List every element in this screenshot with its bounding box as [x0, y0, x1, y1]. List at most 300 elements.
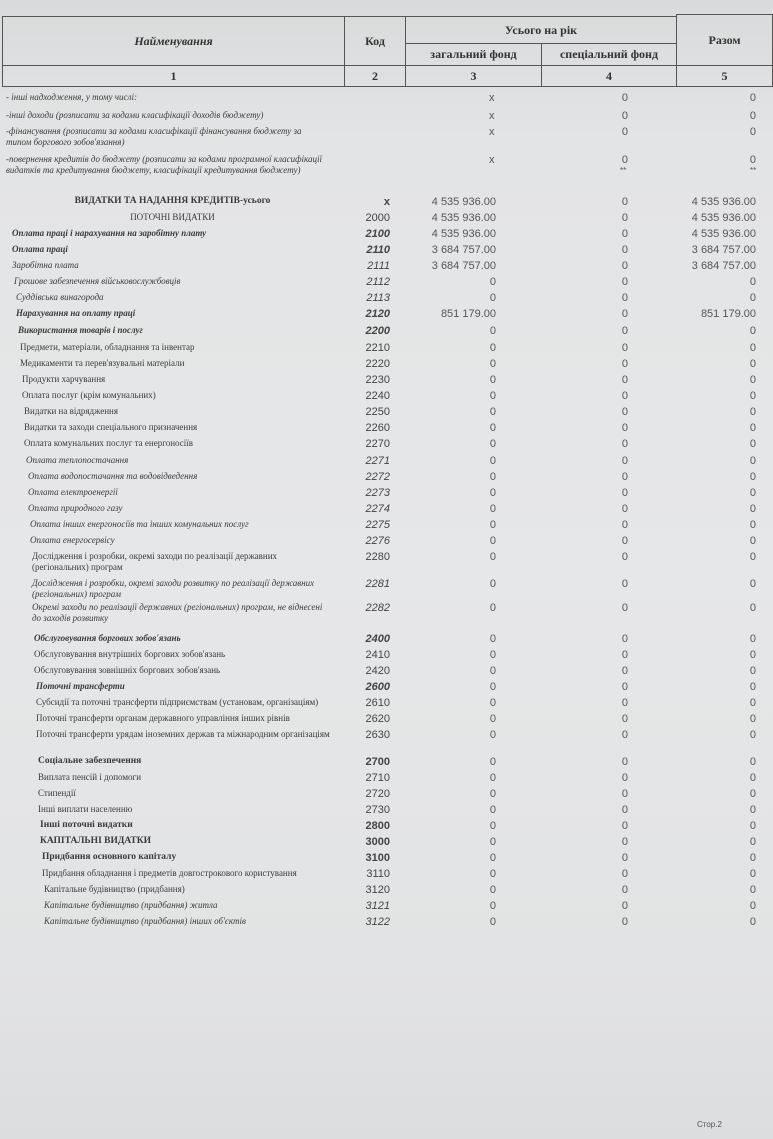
row-name: Оплата послуг (крім комунальних) — [22, 390, 156, 400]
header-general — [405, 43, 542, 66]
row-general-fund: 4 535 936.00 — [431, 212, 496, 224]
row-special-fund: 0 — [621, 92, 628, 104]
row-total: 0 — [749, 868, 756, 880]
row-code: 2276 — [365, 535, 390, 547]
table-row — [0, 578, 773, 602]
row-name: Придбання обладнання і предметів довгострокового користування — [42, 868, 297, 878]
row-total: 3 684 757.00 — [691, 260, 756, 272]
row-name: Капітальне будівництво (придбання) інших об'єктів — [44, 916, 246, 926]
row-code: 2274 — [365, 503, 390, 515]
row-general-fund: 3 684 757.00 — [431, 244, 496, 256]
row-code: 2600 — [365, 681, 390, 693]
row-code: 2240 — [365, 390, 390, 402]
row-general-fund: 0 — [489, 756, 496, 768]
row-special-fund: 0 — [621, 820, 628, 832]
row-special-fund: 0 — [621, 126, 628, 138]
row-name: Видатки на відрядження — [24, 406, 119, 416]
header-num-1-label: 1 — [170, 68, 177, 83]
row-general-fund: 0 — [489, 487, 496, 499]
row-name: Оплата природного газу — [28, 503, 123, 513]
header-code — [344, 16, 406, 66]
row-code: 2230 — [365, 374, 390, 386]
row-total: 4 535 936.00 — [691, 228, 756, 240]
row-name: Соціальне забезпечення — [38, 756, 142, 766]
row-total: 0 — [749, 804, 756, 816]
row-code: 3121 — [365, 900, 390, 912]
row-total: 0 — [749, 471, 756, 483]
row-code: 2210 — [365, 342, 390, 354]
row-code: 2720 — [365, 788, 390, 800]
row-general-fund: 0 — [489, 836, 496, 848]
row-code: 2111 — [367, 260, 390, 272]
row-special-fund: 0 — [621, 602, 628, 614]
row-special-fund: 0 — [621, 551, 628, 563]
header-total — [676, 14, 773, 66]
row-special-fund: 0 — [621, 868, 628, 880]
row-special-fund: 0 — [621, 836, 628, 848]
row-code: 2100 — [365, 228, 390, 240]
row-special-fund: 0 — [621, 406, 628, 418]
row-code: 2400 — [365, 633, 390, 645]
row-name: Медикаменти та перев'язувальні матеріали — [20, 358, 185, 368]
row-general-fund: 0 — [489, 852, 496, 864]
row-code: 2730 — [365, 804, 390, 816]
row-name: Грошове забезпечення військовослужбовців — [14, 276, 181, 286]
table-row — [0, 212, 773, 226]
row-total: 0 — [749, 602, 756, 614]
row-name: Оплата теплопостачання — [26, 455, 129, 465]
table-row — [0, 900, 773, 914]
table-row — [0, 916, 773, 930]
row-general-fund: 0 — [489, 406, 496, 418]
row-general-fund: 0 — [489, 455, 496, 467]
row-total: 0 — [749, 422, 756, 434]
row-general-fund: 0 — [489, 665, 496, 677]
table-row — [0, 665, 773, 679]
header-num-2-label: 2 — [372, 68, 378, 83]
header-year — [405, 16, 677, 44]
row-name: -фінансування (розписати за кодами класифікації фінансування бюджету за типом боргового зобов'язання) — [6, 126, 302, 147]
row-total: 0 — [749, 154, 756, 166]
table-row — [0, 804, 773, 818]
row-total: 0 — [749, 503, 756, 515]
table-row — [0, 535, 773, 549]
row-total: 0 — [749, 729, 756, 741]
table-row — [0, 551, 773, 575]
row-name: Інші виплати населенню — [38, 804, 133, 814]
row-special-fund: 0 — [621, 212, 628, 224]
row-special-fund: 0 — [621, 665, 628, 677]
row-special-fund: 0 — [621, 374, 628, 386]
row-total: 851 179.00 — [700, 308, 756, 320]
table-header — [0, 14, 773, 88]
row-special-fund: 0 — [621, 487, 628, 499]
row-name: Поточні трансферти — [36, 681, 125, 691]
table-row — [0, 92, 773, 102]
row-name: Обслуговування боргових зобов'язань — [34, 633, 181, 643]
table-row — [0, 374, 773, 388]
table-row — [0, 836, 773, 850]
row-name: Придбання основного капіталу — [42, 852, 177, 862]
row-special-fund: 0 — [621, 503, 628, 515]
row-code: 2273 — [365, 487, 390, 499]
row-total: 0 — [749, 519, 756, 531]
row-name: Оплата енергосервісу — [30, 535, 115, 545]
row-special-fund: 0 — [621, 681, 628, 693]
row-code: 2110 — [366, 244, 390, 256]
row-code: 2112 — [366, 276, 390, 288]
row-special-fund: 0 — [621, 110, 628, 122]
row-name: Оплата електроенергії — [28, 487, 118, 497]
row-code: 2420 — [365, 665, 390, 677]
row-total: 0 — [749, 535, 756, 547]
table-row — [0, 292, 773, 306]
row-name: Поточні трансферти органам державного управління інших рівнів — [36, 713, 290, 723]
row-total: 0 — [749, 455, 756, 467]
table-row — [0, 487, 773, 501]
row-code: x — [383, 196, 390, 208]
total-footnote-mark: ** — [750, 166, 757, 175]
row-total: 0 — [749, 358, 756, 370]
row-special-fund: 0 — [621, 729, 628, 741]
row-general-fund: 0 — [489, 729, 496, 741]
row-general-fund: 4 535 936.00 — [431, 196, 496, 208]
row-name: Оплата праці і нарахування на заробітну плату — [12, 228, 207, 238]
row-name: -інші доходи (розписати за кодами класифікації доходів бюджету) — [6, 110, 264, 120]
page-number: Стор.2 — [697, 1120, 722, 1129]
row-special-fund: 0 — [621, 900, 628, 912]
row-total: 0 — [749, 325, 756, 337]
row-general-fund: 0 — [489, 868, 496, 880]
row-name: Оплата інших енергоносіїв та інших комунальних послуг — [30, 519, 249, 529]
table-row — [0, 519, 773, 533]
row-special-fund: 0 — [621, 438, 628, 450]
row-name: Заробітна плата — [12, 260, 79, 270]
row-general-fund: 0 — [489, 602, 496, 614]
row-name: ВИДАТКИ ТА НАДАННЯ КРЕДИТІВ-усього — [74, 196, 271, 206]
header-num-5 — [676, 65, 773, 87]
row-total: 0 — [749, 374, 756, 386]
row-special-fund: 0 — [621, 852, 628, 864]
row-code: 2282 — [365, 602, 390, 614]
table-row — [0, 772, 773, 786]
row-name: Предмети, матеріали, обладнання та інвентар — [20, 342, 195, 352]
header-num-3-label: 3 — [470, 68, 477, 83]
row-name: Поточні трансферти урядам іноземних держав та міжнародним організаціям — [36, 729, 330, 739]
table-row — [0, 471, 773, 485]
table-row — [0, 390, 773, 404]
row-special-fund: 0 — [621, 390, 628, 402]
row-code: 2120 — [365, 308, 390, 320]
row-total: 0 — [749, 92, 756, 104]
header-year-label: Усього на рік — [504, 22, 578, 37]
row-name: Видатки та заходи спеціального призначення — [24, 422, 198, 432]
row-name: Оплата комунальних послуг та енергоносіїв — [24, 438, 193, 448]
row-general-fund: 0 — [489, 649, 496, 661]
table-row — [0, 713, 773, 727]
table-row — [0, 602, 773, 626]
row-special-fund: 0 — [621, 292, 628, 304]
row-special-fund: 0 — [621, 228, 628, 240]
row-general-fund: 0 — [489, 884, 496, 896]
table-row — [0, 154, 773, 188]
row-special-fund: 0 — [621, 772, 628, 784]
row-special-fund: 0 — [621, 649, 628, 661]
row-name: Дослідження і розробки, окремі заходи по реалізації державних (регіональних) програм — [32, 551, 278, 572]
header-num-5-label: 5 — [721, 68, 728, 83]
row-code: 3122 — [365, 916, 390, 928]
row-code: 2272 — [365, 471, 390, 483]
row-general-fund: 0 — [489, 374, 496, 386]
table-row — [0, 422, 773, 436]
row-special-fund: 0 — [621, 697, 628, 709]
row-code: 3120 — [365, 884, 390, 896]
row-general-fund: 0 — [489, 292, 496, 304]
table-row — [0, 681, 773, 695]
row-special-fund: 0 — [621, 788, 628, 800]
table-row — [0, 788, 773, 802]
row-general-fund: 0 — [489, 390, 496, 402]
table-row — [0, 820, 773, 834]
row-total: 0 — [749, 884, 756, 896]
row-name: Дослідження і розробки, окремі заходи розвитку по реалізації державних (регіональних) програм — [32, 578, 315, 599]
row-code: 2610 — [365, 697, 390, 709]
row-general-fund: 0 — [489, 519, 496, 531]
header-num-4-label: 4 — [606, 68, 612, 83]
row-name: Капітальне будівництво (придбання) — [44, 884, 185, 894]
row-special-fund: 0 — [621, 196, 628, 208]
table-row — [0, 633, 773, 647]
row-special-fund: 0 — [621, 276, 628, 288]
row-total: 0 — [749, 438, 756, 450]
row-special-fund: 0 — [621, 756, 628, 768]
row-general-fund: 851 179.00 — [440, 308, 496, 320]
row-special-fund: 0 — [621, 342, 628, 354]
row-general-fund: 0 — [489, 772, 496, 784]
row-code: 3100 — [365, 852, 390, 864]
row-name: -повернення кредитів до бюджету (розписати за кодами програмної класифікації видатків та кредитування бюджету, класифікації кредитування бюджету) — [6, 154, 323, 175]
row-total: 0 — [749, 916, 756, 928]
row-general-fund: 0 — [489, 578, 496, 590]
row-code: 2281 — [365, 578, 390, 590]
table-row — [0, 503, 773, 517]
header-name — [2, 16, 345, 66]
row-special-fund: 0 — [621, 260, 628, 272]
row-total: 0 — [749, 110, 756, 122]
table-row — [0, 729, 773, 753]
row-code: 2250 — [365, 406, 390, 418]
header-special — [541, 43, 677, 66]
table-row — [0, 260, 773, 274]
row-special-fund: 0 — [621, 422, 628, 434]
row-special-fund: 0 — [621, 578, 628, 590]
row-total: 0 — [749, 900, 756, 912]
row-special-fund: 0 — [621, 535, 628, 547]
header-code-label: Код — [365, 33, 385, 48]
row-name: Капітальне будівництво (придбання) житла — [44, 900, 218, 910]
row-name: Інші поточні видатки — [40, 820, 133, 830]
row-name: Використання товарів і послуг — [18, 325, 143, 335]
row-code: 2220 — [365, 358, 390, 370]
row-name: Виплата пенсій і допомоги — [38, 772, 142, 782]
table-row — [0, 455, 773, 469]
row-name: Стипендії — [38, 788, 76, 798]
row-total: 0 — [749, 681, 756, 693]
row-name: ПОТОЧНІ ВИДАТКИ — [130, 212, 215, 222]
row-general-fund: 0 — [489, 471, 496, 483]
row-total: 0 — [749, 578, 756, 590]
header-num-2 — [344, 65, 406, 87]
row-total: 0 — [749, 649, 756, 661]
row-general-fund: x — [489, 126, 495, 138]
row-code: 2620 — [365, 713, 390, 725]
row-total: 0 — [749, 820, 756, 832]
row-general-fund: 0 — [489, 422, 496, 434]
row-name: Суддівська винагорода — [16, 292, 104, 302]
row-total: 4 535 936.00 — [691, 196, 756, 208]
row-special-fund: 0 — [621, 884, 628, 896]
table-row — [0, 852, 773, 866]
row-special-fund: 0 — [621, 308, 628, 320]
row-name: Субсидії та поточні трансферти підприємствам (установам, організаціям) — [36, 697, 319, 707]
row-general-fund: 0 — [489, 633, 496, 645]
row-special-fund: 0 — [621, 519, 628, 531]
row-general-fund: 3 684 757.00 — [431, 260, 496, 272]
header-num-4 — [541, 65, 677, 87]
row-code: 2000 — [365, 212, 390, 224]
table-row — [0, 649, 773, 663]
row-general-fund: 0 — [489, 788, 496, 800]
table-row — [0, 110, 773, 120]
row-general-fund: 0 — [489, 697, 496, 709]
row-code: 2280 — [365, 551, 390, 563]
row-name: КАПІТАЛЬНІ ВИДАТКИ — [40, 836, 152, 846]
row-total: 0 — [749, 772, 756, 784]
row-total: 0 — [749, 390, 756, 402]
row-code: 2113 — [366, 292, 390, 304]
row-name: - інші надходження, у тому числі: — [6, 92, 137, 102]
row-total: 0 — [749, 713, 756, 725]
row-name: Продукти харчування — [22, 374, 106, 384]
row-special-fund: 0 — [621, 713, 628, 725]
special-footnote-mark: ** — [620, 166, 627, 175]
row-general-fund: 0 — [489, 535, 496, 547]
row-code: 2410 — [365, 649, 390, 661]
row-total: 0 — [749, 697, 756, 709]
row-total: 0 — [749, 836, 756, 848]
row-total: 0 — [749, 342, 756, 354]
row-special-fund: 0 — [621, 358, 628, 370]
row-total: 0 — [749, 852, 756, 864]
table-row — [0, 244, 773, 258]
row-total: 0 — [749, 487, 756, 499]
row-total: 0 — [749, 551, 756, 563]
header-num-1 — [2, 65, 345, 87]
row-name: Оплата праці — [12, 244, 68, 254]
table-row — [0, 325, 773, 339]
row-total: 0 — [749, 665, 756, 677]
table-row — [0, 756, 773, 770]
table-row — [0, 884, 773, 898]
row-code: 2630 — [365, 729, 390, 741]
row-name: Окремі заходи по реалізації державних (регіональних) програм, не віднесені до заходів розвитку — [32, 602, 323, 623]
row-special-fund: 0 — [621, 471, 628, 483]
row-general-fund: 0 — [489, 503, 496, 515]
row-general-fund: 0 — [489, 804, 496, 816]
table-row — [0, 276, 773, 290]
table-row — [0, 438, 773, 452]
row-general-fund: x — [489, 92, 495, 104]
row-general-fund: 0 — [489, 916, 496, 928]
row-special-fund: 0 — [621, 804, 628, 816]
row-total: 0 — [749, 292, 756, 304]
row-code: 2260 — [365, 422, 390, 434]
row-total: 0 — [749, 406, 756, 418]
row-code: 2270 — [365, 438, 390, 450]
row-name: Нарахування на оплату праці — [16, 308, 136, 318]
row-special-fund: 0 — [621, 633, 628, 645]
row-code: 2700 — [365, 756, 390, 768]
row-total: 0 — [749, 633, 756, 645]
row-name: Обслуговування зовнішніх боргових зобов'язань — [34, 665, 221, 675]
row-code: 2800 — [365, 820, 390, 832]
table-row — [0, 697, 773, 711]
table-row — [0, 308, 773, 322]
row-code: 2200 — [365, 325, 390, 337]
row-total: 4 535 936.00 — [691, 212, 756, 224]
row-special-fund: 0 — [621, 455, 628, 467]
row-special-fund: 0 — [621, 154, 628, 166]
row-code: 2275 — [365, 519, 390, 531]
row-total: 3 684 757.00 — [691, 244, 756, 256]
row-general-fund: 0 — [489, 900, 496, 912]
row-general-fund: 0 — [489, 551, 496, 563]
row-general-fund: 0 — [489, 325, 496, 337]
table-row — [0, 868, 773, 882]
header-name-label: Найменування — [134, 33, 213, 48]
row-general-fund: 0 — [489, 681, 496, 693]
row-total: 0 — [749, 126, 756, 138]
row-name: Оплата водопостачання та водовідведення — [28, 471, 198, 481]
row-general-fund: 4 535 936.00 — [431, 228, 496, 240]
row-general-fund: 0 — [489, 276, 496, 288]
row-special-fund: 0 — [621, 244, 628, 256]
row-total: 0 — [749, 276, 756, 288]
row-general-fund: 0 — [489, 358, 496, 370]
row-general-fund: 0 — [489, 713, 496, 725]
header-special-label: спеціальний фонд — [559, 47, 659, 61]
row-general-fund: 0 — [489, 342, 496, 354]
row-general-fund: 0 — [489, 820, 496, 832]
row-special-fund: 0 — [621, 325, 628, 337]
table-row — [0, 126, 773, 148]
row-general-fund: x — [489, 110, 495, 122]
row-code: 3000 — [365, 836, 390, 848]
row-general-fund: x — [489, 154, 495, 166]
row-special-fund: 0 — [621, 916, 628, 928]
row-total: 0 — [749, 756, 756, 768]
row-code: 2710 — [365, 772, 390, 784]
table-row — [0, 406, 773, 420]
row-code: 3110 — [366, 868, 390, 880]
row-code: 2271 — [365, 455, 390, 467]
header-num-3 — [405, 65, 542, 87]
table-row — [0, 358, 773, 372]
header-total-label: Разом — [708, 32, 741, 47]
table-row — [0, 196, 773, 210]
row-general-fund: 0 — [489, 438, 496, 450]
table-row — [0, 342, 773, 356]
